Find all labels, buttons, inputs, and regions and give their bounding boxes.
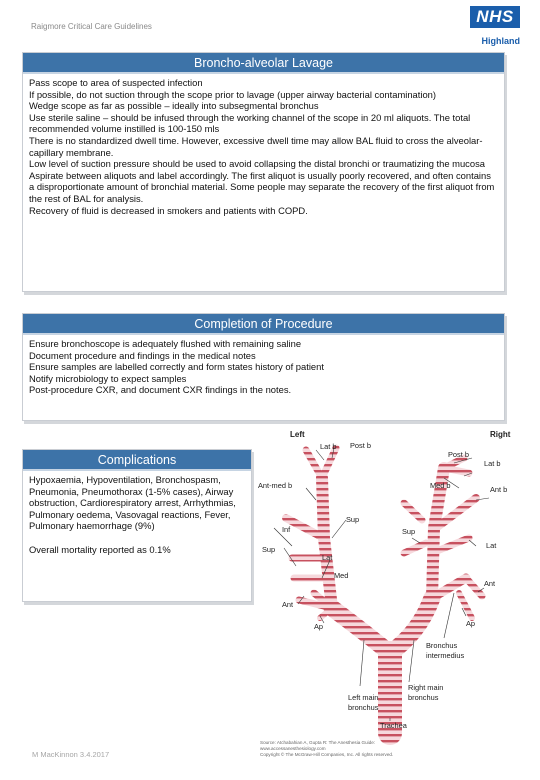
label-ap-left: Ap <box>314 622 324 631</box>
completion-body <box>23 335 504 400</box>
completion-line: Ensure bronchoscope is adequately flushed with remaining saline <box>29 338 302 349</box>
right-med-tube <box>404 503 422 520</box>
completion-line: Notify microbiology to expect samples <box>29 372 187 384</box>
bal-line: If possible, do not suction through the scope prior to lavage (upper airway bacterial contamination) <box>29 88 437 100</box>
label-bronchus: Bronchus <box>426 641 458 650</box>
right-ap-seg-tube <box>459 593 472 618</box>
label-med: Med <box>334 571 349 580</box>
label-left-main: Left main <box>348 693 379 702</box>
label-left: Left <box>290 430 305 439</box>
bronchial-tree-diagram <box>254 428 524 768</box>
completion-line: Post-procedure CXR, and document CXR findings in the notes. <box>29 384 292 396</box>
author-credit: M MacKinnon 3.4.2017 <box>32 750 110 759</box>
label-ant-med-b: Ant-med b <box>258 481 293 490</box>
label-sup-left-1: Sup <box>346 515 360 524</box>
left-main-bronchus-tube <box>332 608 390 653</box>
bal-line: Wedge scope as far as possible – ideally into subsegmental bronchus <box>29 100 319 112</box>
label-left-main-bronchus: bronchus <box>348 703 379 712</box>
bal-line: Aspirate between aliquots and label accordingly. The first aliquot is usually poorly recovered, and often contains a disproportionate amount of bronchial material. Some people may separate the recovery of the first aliquot from the rest of BAL for analysis. <box>29 169 495 204</box>
bal-line: There is no standardized dwell time. However, excessive dwell time may allow BAL fluid to cross the alveolar-capillary membrane. <box>29 134 483 158</box>
bal-title: Broncho-alveolar Lavage <box>23 53 504 74</box>
nhs-logo: NHS <box>470 6 520 28</box>
label-post-b-left: Post b <box>350 441 371 450</box>
right-sup-tube <box>404 543 426 553</box>
completion-panel <box>22 313 505 421</box>
source-line-1: Source: Atchabahian A, Gupta R: The Anesthesia Guide: <box>260 740 376 745</box>
bal-line: Pass scope to area of suspected infection <box>29 77 203 88</box>
label-intermedius: intermedius <box>426 651 465 660</box>
source-line-3: Copyright © The McGraw-Hill Companies, Inc. All rights reserved. <box>260 752 394 757</box>
right-lat-tube <box>444 468 469 473</box>
bal-line: Recovery of fluid is decreased in smokers and patients with COPD. <box>29 204 308 216</box>
label-trachea: Trachea <box>380 721 407 730</box>
label-lat-b-left: Lat b <box>320 442 337 451</box>
mortality-text: Overall mortality reported as 0.1% <box>29 543 171 555</box>
bal-body <box>23 74 504 220</box>
right-ant-seg-tube <box>466 578 482 596</box>
label-med-b: Med b <box>430 481 451 490</box>
label-lat-right: Lat <box>486 541 497 550</box>
label-lat-left: Lat <box>322 553 333 562</box>
label-post-b-right: Post b <box>448 450 469 459</box>
label-right-main: Right main <box>408 683 444 692</box>
label-ant-left: Ant <box>282 600 294 609</box>
completion-line: Document procedure and findings in the medical notes <box>29 349 256 361</box>
complications-panel <box>22 449 252 602</box>
bal-line: Use sterile saline – should be infused through the working channel of the scope in 20 ml aliquots. The total recommended volume instilled is 100-150 mls <box>29 111 471 135</box>
complications-body <box>23 471 251 560</box>
label-right-main-bronchus: bronchus <box>408 693 439 702</box>
complications-title: Complications <box>23 450 251 471</box>
label-ant-right: Ant <box>484 579 496 588</box>
left-upper-tube <box>322 478 332 608</box>
label-inf: Inf <box>282 525 291 534</box>
label-ant-b: Ant b <box>490 485 508 494</box>
completion-line: Ensure samples are labelled correctly and form states history of patient <box>29 361 324 373</box>
diagram-source <box>260 740 393 757</box>
airway-tubes <box>286 448 482 733</box>
bal-panel <box>22 52 505 292</box>
label-lat-b-right: Lat b <box>484 459 501 468</box>
source-line-2: www.accessanesthesiology.com <box>260 746 326 751</box>
label-right: Right <box>490 430 511 439</box>
label-sup-left-2: Sup <box>262 545 276 554</box>
completion-title: Completion of Procedure <box>23 314 504 335</box>
complications-text: Hypoxaemia, Hypoventilation, Bronchospasm, Pneumonia, Pneumothorax (1-5% cases), Airway obstruction, Cardiorespiratory arrest, Arrhythmias, Pulmonary oedema, Vasovagal reactions, Fever, Pulmonary haemorrhage (9%) <box>29 474 236 532</box>
bronchial-tree-svg <box>254 428 524 768</box>
header-title: Raigmore Critical Care Guidelines <box>31 22 152 31</box>
left-post-tube <box>322 448 336 478</box>
bal-line: Low level of suction pressure should be used to avoid collapsing the distal bronchi or traumatizing the mucosa <box>29 158 485 170</box>
label-sup-right: Sup <box>402 527 416 536</box>
nhs-logo-subtitle: Highland <box>481 36 520 46</box>
label-ap-right: Ap <box>466 619 476 628</box>
